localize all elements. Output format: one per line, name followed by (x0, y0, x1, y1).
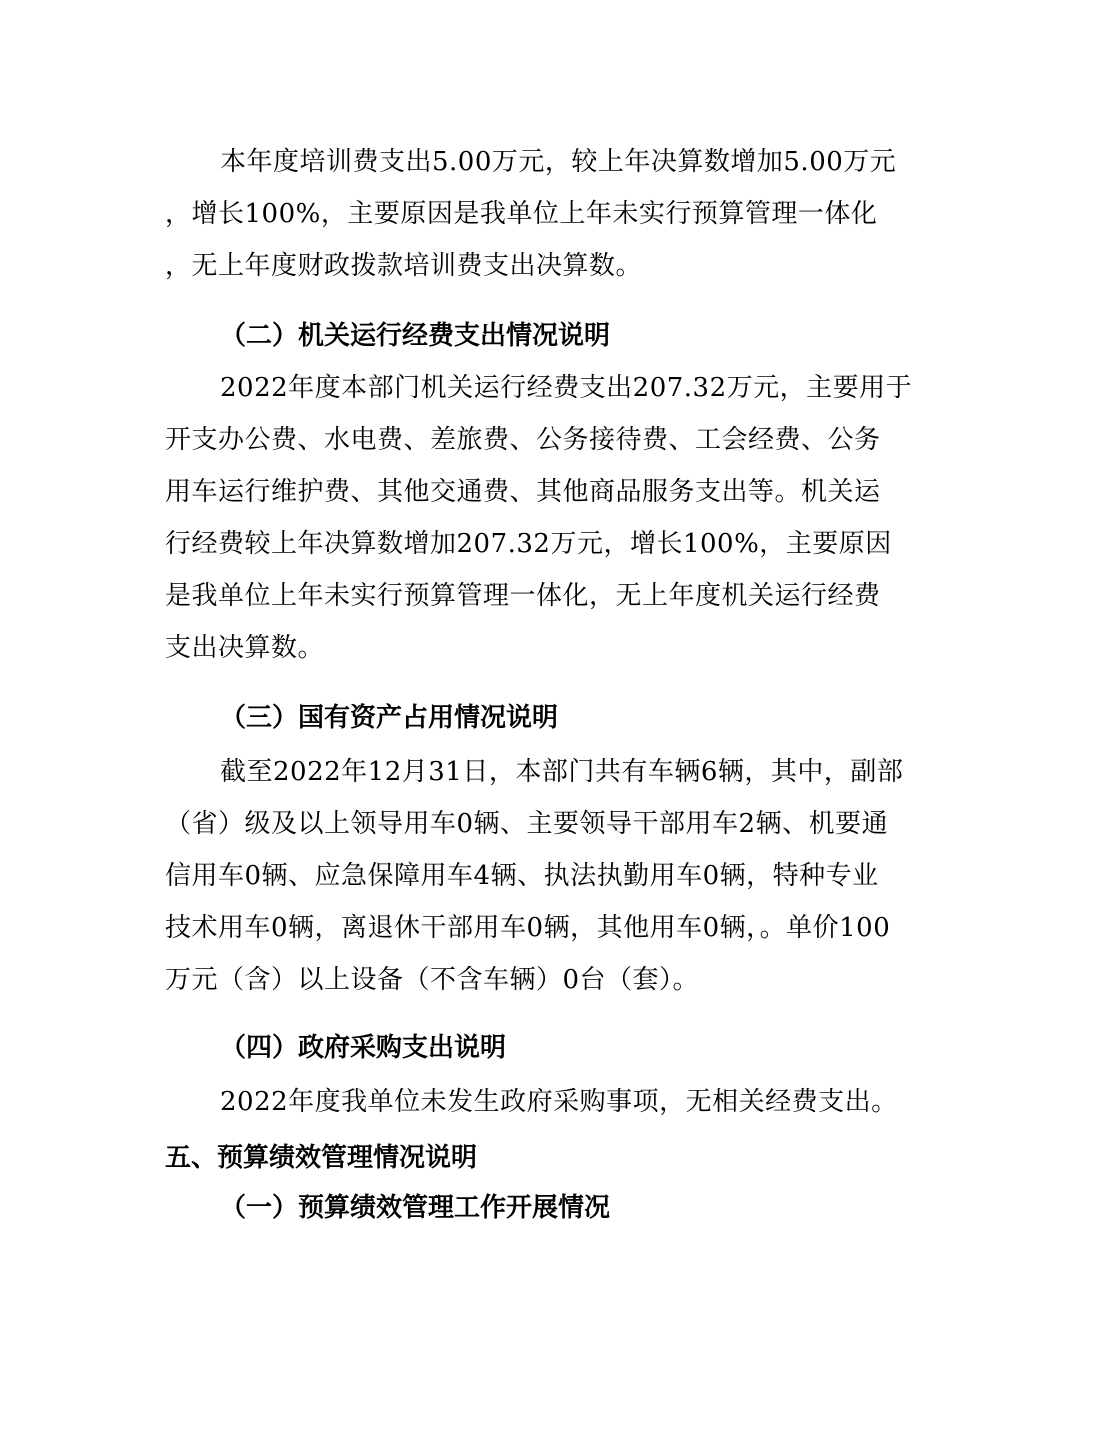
training-para-line-2: ，增长100%，主要原因是我单位上年未实行预算管理一体化 (165, 199, 878, 229)
assets-para-line-4: 技术用车0辆，离退休干部用车0辆，其他用车0辆，。单价100 (165, 913, 891, 943)
section-heading-operating-costs: （二）机关运行经费支出情况说明 (220, 321, 611, 351)
operating-para-line-4: 行经费较上年决算数增加207.32万元，增长100%，主要原因 (165, 529, 892, 559)
training-para-line-1: 本年度培训费支出5.00万元，较上年决算数增加5.00万元 (220, 147, 897, 177)
training-para-line-3: ，无上年度财政拨款培训费支出决算数。 (165, 251, 643, 281)
section-heading-assets: （三）国有资产占用情况说明 (220, 703, 559, 733)
chapter-heading-performance: 五、预算绩效管理情况说明 (165, 1143, 478, 1173)
operating-para-line-3: 用车运行维护费、其他交通费、其他商品服务支出等。机关运 (165, 477, 881, 507)
assets-para-line-2: （省）级及以上领导用车0辆、主要领导干部用车2辆、机要通 (165, 809, 889, 839)
operating-para-line-1: 2022年度本部门机关运行经费支出207.32万元，主要用于 (220, 373, 913, 403)
assets-para-line-5: 万元（含）以上设备（不含车辆）0台（套）。 (165, 965, 700, 995)
assets-para-line-3: 信用车0辆、应急保障用车4辆、执法执勤用车0辆，特种专业 (165, 861, 879, 891)
section-heading-procurement: （四）政府采购支出说明 (220, 1033, 507, 1063)
assets-para-line-1: 截至2022年12月31日，本部门共有车辆6辆，其中，副部 (220, 757, 904, 787)
procurement-para-line-1: 2022年度我单位未发生政府采购事项，无相关经费支出。 (220, 1087, 898, 1117)
section-heading-performance-work: （一）预算绩效管理工作开展情况 (220, 1193, 611, 1223)
operating-para-line-6: 支出决算数。 (165, 633, 325, 663)
operating-para-line-5: 是我单位上年未实行预算管理一体化，无上年度机关运行经费 (165, 581, 881, 611)
operating-para-line-2: 开支办公费、水电费、差旅费、公务接待费、工会经费、公务 (165, 425, 881, 455)
